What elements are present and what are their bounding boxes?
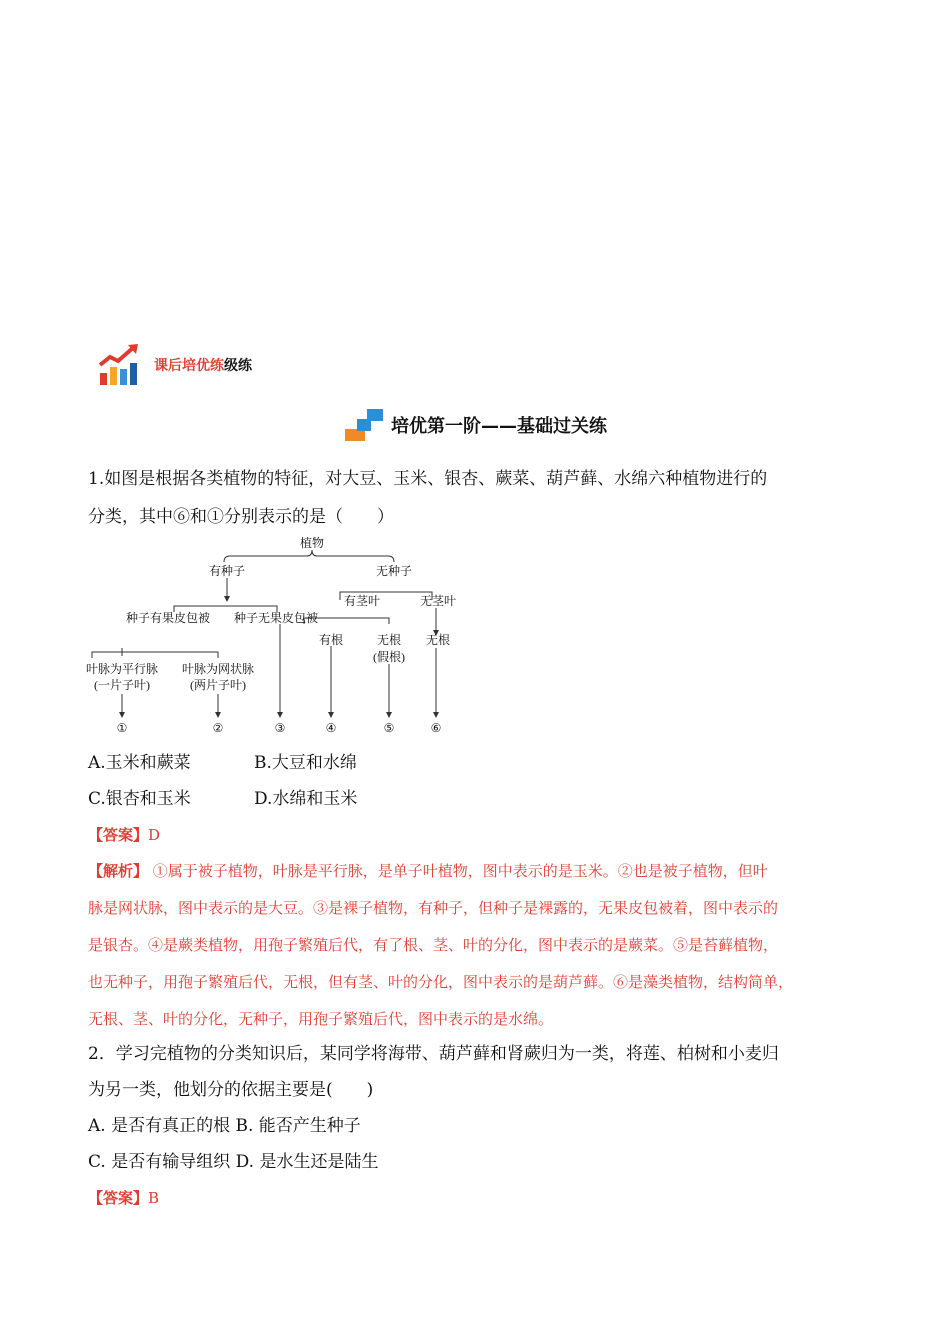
banner-label-black: 级练 xyxy=(224,358,252,374)
section-header xyxy=(0,405,950,445)
q1-answer xyxy=(88,824,868,846)
section-banner xyxy=(98,343,252,387)
label-2: ② xyxy=(212,721,224,735)
label-6: ⑥ xyxy=(430,721,442,735)
node-has-root: 有根 xyxy=(318,633,344,647)
node-monocot: (一片子叶) xyxy=(94,678,150,692)
answer-label: 【答案】 xyxy=(88,1189,149,1207)
growth-chart-icon xyxy=(98,343,142,387)
node-net-vein: 叶脉为网状脉 xyxy=(181,662,255,676)
q1-option-d[interactable]: D.水绵和玉米 xyxy=(254,789,358,809)
q1-option-b[interactable]: B.大豆和水绵 xyxy=(254,753,357,773)
q1-stem-line1: 1.如图是根据各类植物的特征，对大豆、玉米、银杏、蕨菜、葫芦藓、水绵六种植物进行的 xyxy=(88,469,768,489)
analysis-label: 【解析】 xyxy=(88,862,149,880)
q1-options-row2 xyxy=(88,788,357,810)
q1-analysis-line3: 是银杏。④是蕨类植物，用孢子繁殖后代，有了根、茎、叶的分化，图中表示的是蕨菜。⑤是苔藓植物， xyxy=(88,936,779,954)
q1-option-c[interactable]: C.银杏和玉米 xyxy=(88,789,191,809)
node-has-stem-leaf: 有茎叶 xyxy=(343,594,381,608)
answer-value: D xyxy=(148,826,161,844)
q2-options-ab[interactable]: A. 是否有真正的根 B. 能否产生种子 xyxy=(88,1116,361,1136)
q1-analysis-line5: 无根、茎、叶的分化，无种子，用孢子繁殖后代，图中表示的是水绵。 xyxy=(88,1010,554,1028)
node-plant: 植物 xyxy=(299,536,325,550)
label-3: ③ xyxy=(274,721,286,735)
q1-analysis-line4: 也无种子，用孢子繁殖后代，无根，但有茎、叶的分化，图中表示的是葫芦藓。⑥是藻类植物，结构简单， xyxy=(88,973,794,991)
node-seed-without-pericarp: 种子无果皮包被 xyxy=(233,611,319,625)
label-4: ④ xyxy=(325,721,337,735)
q2-options-cd[interactable]: C. 是否有输导组织 D. 是水生还是陆生 xyxy=(88,1152,379,1172)
section-title: 培优第一阶——基础过关练 xyxy=(391,416,607,437)
node-no-stem-leaf: 无茎叶 xyxy=(419,594,457,608)
q1-options-row1 xyxy=(88,752,357,774)
q2-answer xyxy=(88,1187,868,1209)
q1-stem-line2: 分类，其中⑥和①分别表示的是（ ） xyxy=(88,507,394,527)
analysis-text-1: ①属于被子植物，叶脉是平行脉，是单子叶植物，图中表示的是玉米。②也是被子植物，但叶 xyxy=(152,862,768,880)
q1-analysis-line1 xyxy=(88,860,868,882)
node-has-seed: 有种子 xyxy=(208,564,246,578)
node-parallel-vein: 叶脉为平行脉 xyxy=(85,662,159,676)
answer-value: B xyxy=(148,1189,160,1207)
label-1: ① xyxy=(116,721,128,735)
node-dicot: (两片子叶) xyxy=(190,678,246,692)
plant-classification-diagram xyxy=(82,534,482,740)
node-seed-with-pericarp: 种子有果皮包被 xyxy=(125,611,211,625)
label-5: ⑤ xyxy=(383,721,395,735)
answer-label: 【答案】 xyxy=(88,826,149,844)
node-no-seed: 无种子 xyxy=(375,564,413,578)
q2-stem-line1: 2．学习完植物的分类知识后，某同学将海带、葫芦藓和肾蕨归为一类，将莲、柏树和小麦归 xyxy=(88,1044,779,1064)
node-no-root: 无根 xyxy=(376,633,402,647)
node-false-root: (假根) xyxy=(373,650,405,664)
q1-option-a[interactable]: A.玉米和蕨菜 xyxy=(88,753,191,773)
q2-stem-line2: 为另一类，他划分的依据主要是( ) xyxy=(88,1080,374,1100)
node-no-root-2: 无根 xyxy=(425,633,451,647)
banner-label-red: 课后培优练 xyxy=(154,358,224,374)
q1-analysis-line2: 脉是网状脉，图中表示的是大豆。③是裸子植物，有种子，但种子是裸露的，无果皮包被着，图中表示的 xyxy=(88,899,779,917)
blocks-icon xyxy=(343,407,385,443)
